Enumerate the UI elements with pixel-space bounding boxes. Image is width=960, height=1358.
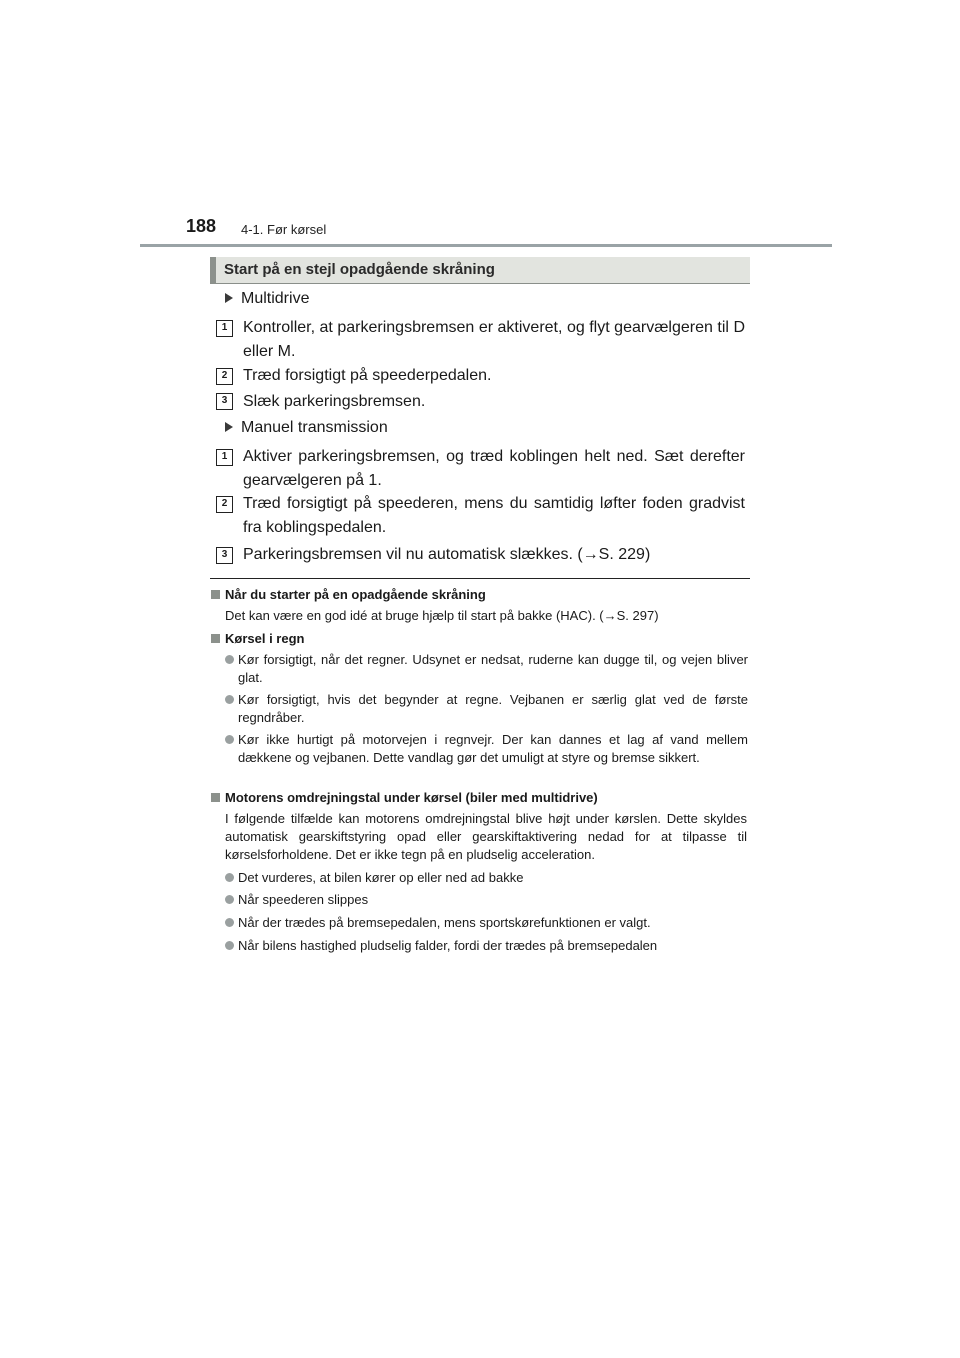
page-number: 188 <box>186 216 217 236</box>
subhead-label: Multidrive <box>241 290 310 307</box>
subhead-label: Manuel transmission <box>241 419 388 436</box>
step-number-box: 3 <box>216 393 233 410</box>
subhead-multidrive <box>225 290 309 308</box>
note-heading: Motorens omdrejningstal under kørsel (biler med multidrive) <box>211 790 598 805</box>
step-number-box: 3 <box>216 547 233 564</box>
round-bullet-icon <box>225 918 234 927</box>
subhead-manual <box>225 419 388 437</box>
round-bullet-icon <box>225 655 234 664</box>
round-bullet-icon <box>225 941 234 950</box>
step-text: Træd forsigtigt på speederpedalen. <box>243 367 492 384</box>
bullet-item: Kør forsigtigt, hvis det begynder at regne. Vejbanen er særlig glat ved de første regndråber. <box>225 691 748 727</box>
step-number-box: 2 <box>216 496 233 513</box>
step-number-box: 1 <box>216 449 233 466</box>
step-text: Aktiver parkeringsbremsen, og træd koblingen helt ned. Sæt derefter gearvælgeren på 1. <box>243 448 745 489</box>
round-bullet-icon <box>225 895 234 904</box>
section-divider <box>210 578 750 579</box>
bullet-item: Det vurderes, at bilen kører op eller ned ad bakke <box>225 869 748 887</box>
header-rule <box>140 244 832 247</box>
note-paragraph: Det kan være en god idé at bruge hjælp til start på bakke (HAC). (→S. 297) <box>225 608 659 623</box>
step-text: Træd forsigtigt på speederen, mens du samtidig løfter foden gradvist fra koblingspedalen. <box>243 495 745 536</box>
step-number-box: 2 <box>216 368 233 385</box>
square-bullet-icon <box>211 590 220 599</box>
bullet-item: Når der trædes på bremsepedalen, mens sportskørefunktionen er valgt. <box>225 914 748 932</box>
round-bullet-icon <box>225 695 234 704</box>
round-bullet-icon <box>225 735 234 744</box>
triangle-bullet-icon <box>225 422 233 432</box>
round-bullet-icon <box>225 873 234 882</box>
step-number-box: 1 <box>216 320 233 337</box>
step-text: Slæk parkeringsbremsen. <box>243 393 426 410</box>
step-text: Kontroller, at parkeringsbremsen er aktiveret, og flyt gearvælgeren til D eller M. <box>243 319 745 360</box>
running-head: 4-1. Før kørsel <box>241 222 327 237</box>
note-heading: Kørsel i regn <box>211 631 304 646</box>
bullet-item: Kør forsigtigt, når det regner. Udsynet er nedsat, ruderne kan dugge til, og vejen bliver glat. <box>225 651 748 687</box>
note-paragraph: I følgende tilfælde kan motorens omdrejningstal blive højt under kørslen. Dette skyldes automatisk gearskiftstyring opad eller gearskiftaktivering nedad for at tilpasse til kørselsforholdene. Det er ikke tegn på en pludselig acceleration. <box>225 811 747 862</box>
banner-bar <box>210 257 216 283</box>
square-bullet-icon <box>211 793 220 802</box>
bullet-item: Når bilens hastighed pludselig falder, fordi der trædes på bremsepedalen <box>225 937 748 955</box>
note-heading: Når du starter på en opadgående skråning <box>211 587 486 602</box>
step-text: Parkeringsbremsen vil nu automatisk slækkes. (→S. 229) <box>243 546 651 563</box>
section-banner <box>210 257 750 284</box>
triangle-bullet-icon <box>225 293 233 303</box>
square-bullet-icon <box>211 634 220 643</box>
bullet-item: Når speederen slippes <box>225 891 748 909</box>
bullet-item: Kør ikke hurtigt på motorvejen i regnvejr. Der kan dannes et lag af vand mellem dækkene og vejbanen. Dette vandlag gør det umuligt at styre og bremse sikkert. <box>225 731 748 767</box>
section-title: Start på en stejl opadgående skråning <box>224 261 495 278</box>
